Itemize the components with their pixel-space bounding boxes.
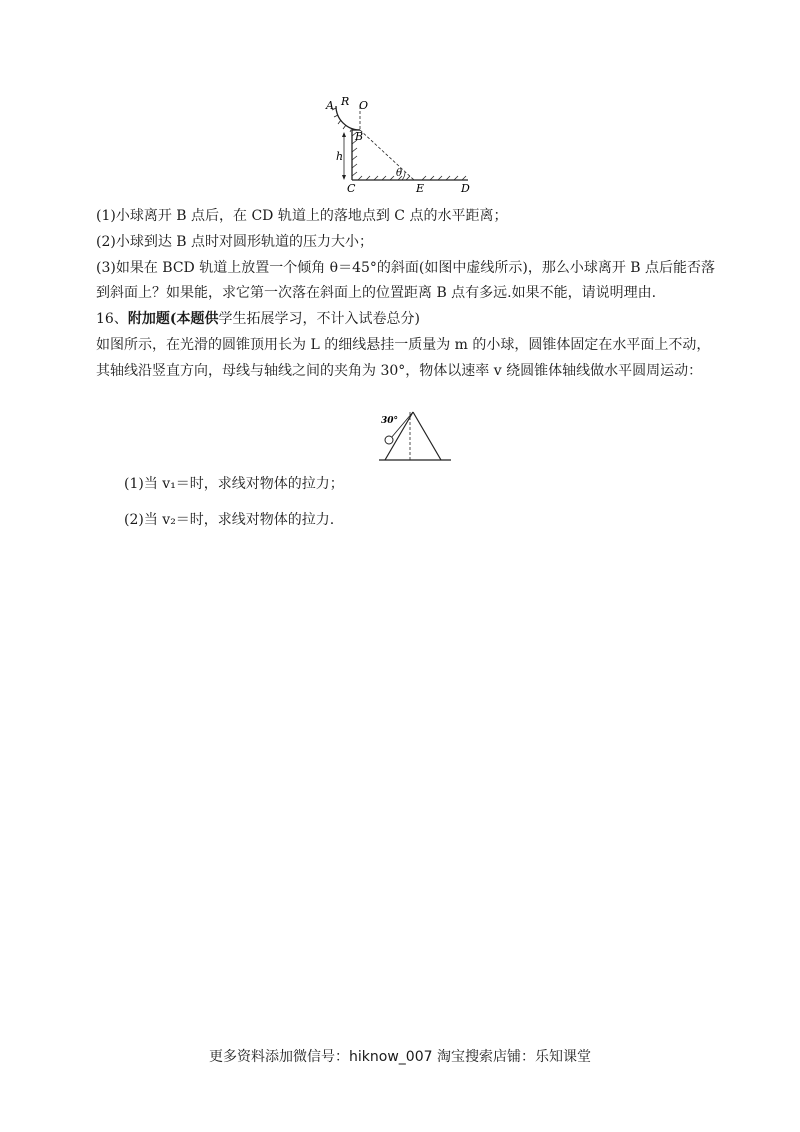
question1-1: (1)小球离开 B 点后，在 CD 轨道上的落地点到 C 点的水平距离； (96, 208, 508, 224)
arc-track (336, 106, 360, 130)
problem-heading-rest: 学生拓展学习，不计入试卷总分) (218, 311, 420, 327)
arc-hatching (332, 108, 352, 132)
question1-3b: 到斜面上？如果能，求它第一次落在斜面上的位置距离 B 点有多远.如果不能，请说明理由. (96, 285, 657, 301)
label-R: R (341, 96, 350, 108)
track-diagram (322, 96, 482, 196)
cone-diagram (375, 408, 455, 466)
incline (360, 130, 414, 180)
footer-note: 更多资料添加微信号：hiknow_007 淘宝搜索店铺：乐知课堂 (209, 1049, 591, 1065)
label-C: C (347, 182, 356, 195)
label-D: D (461, 182, 470, 195)
problem-heading: 附加题(本题供 (127, 311, 219, 327)
problem16-q1: (1)当 v₁＝时，求线对物体的拉力； (124, 476, 344, 492)
question1-2: (2)小球到达 B 点时对圆形轨道的压力大小； (96, 234, 374, 250)
problem-number: 16、 (96, 311, 128, 327)
problem16-stem-1: 如图所示，在光滑的圆锥顶用长为 L 的细线悬挂一质量为 m 的小球，圆锥体固定在水平面上不动， (96, 337, 711, 353)
ball (385, 436, 393, 444)
label-E: E (416, 182, 425, 195)
question1-3a: (3)如果在 BCD 轨道上放置一个倾角 θ＝45°的斜面(如图中虚线所示)，那么小球离开 B 点后能否落 (96, 260, 716, 276)
cone-right-edge (413, 412, 441, 460)
label-theta: θ (396, 168, 403, 179)
label-A: A (326, 99, 334, 112)
label-O: O (359, 99, 369, 112)
problem16-stem-2: 其轴线沿竖直方向，母线与轴线之间的夹角为 30°，物体以速率 v 绕圆锥体轴线做水平圆周运动： (96, 363, 703, 379)
problem16-header (96, 309, 420, 329)
label-h: h (336, 150, 344, 163)
label-B: B (355, 130, 364, 143)
problem16-q2: (2)当 v₂＝时，求线对物体的拉力. (124, 512, 335, 528)
angle-label: 30° (381, 416, 399, 426)
